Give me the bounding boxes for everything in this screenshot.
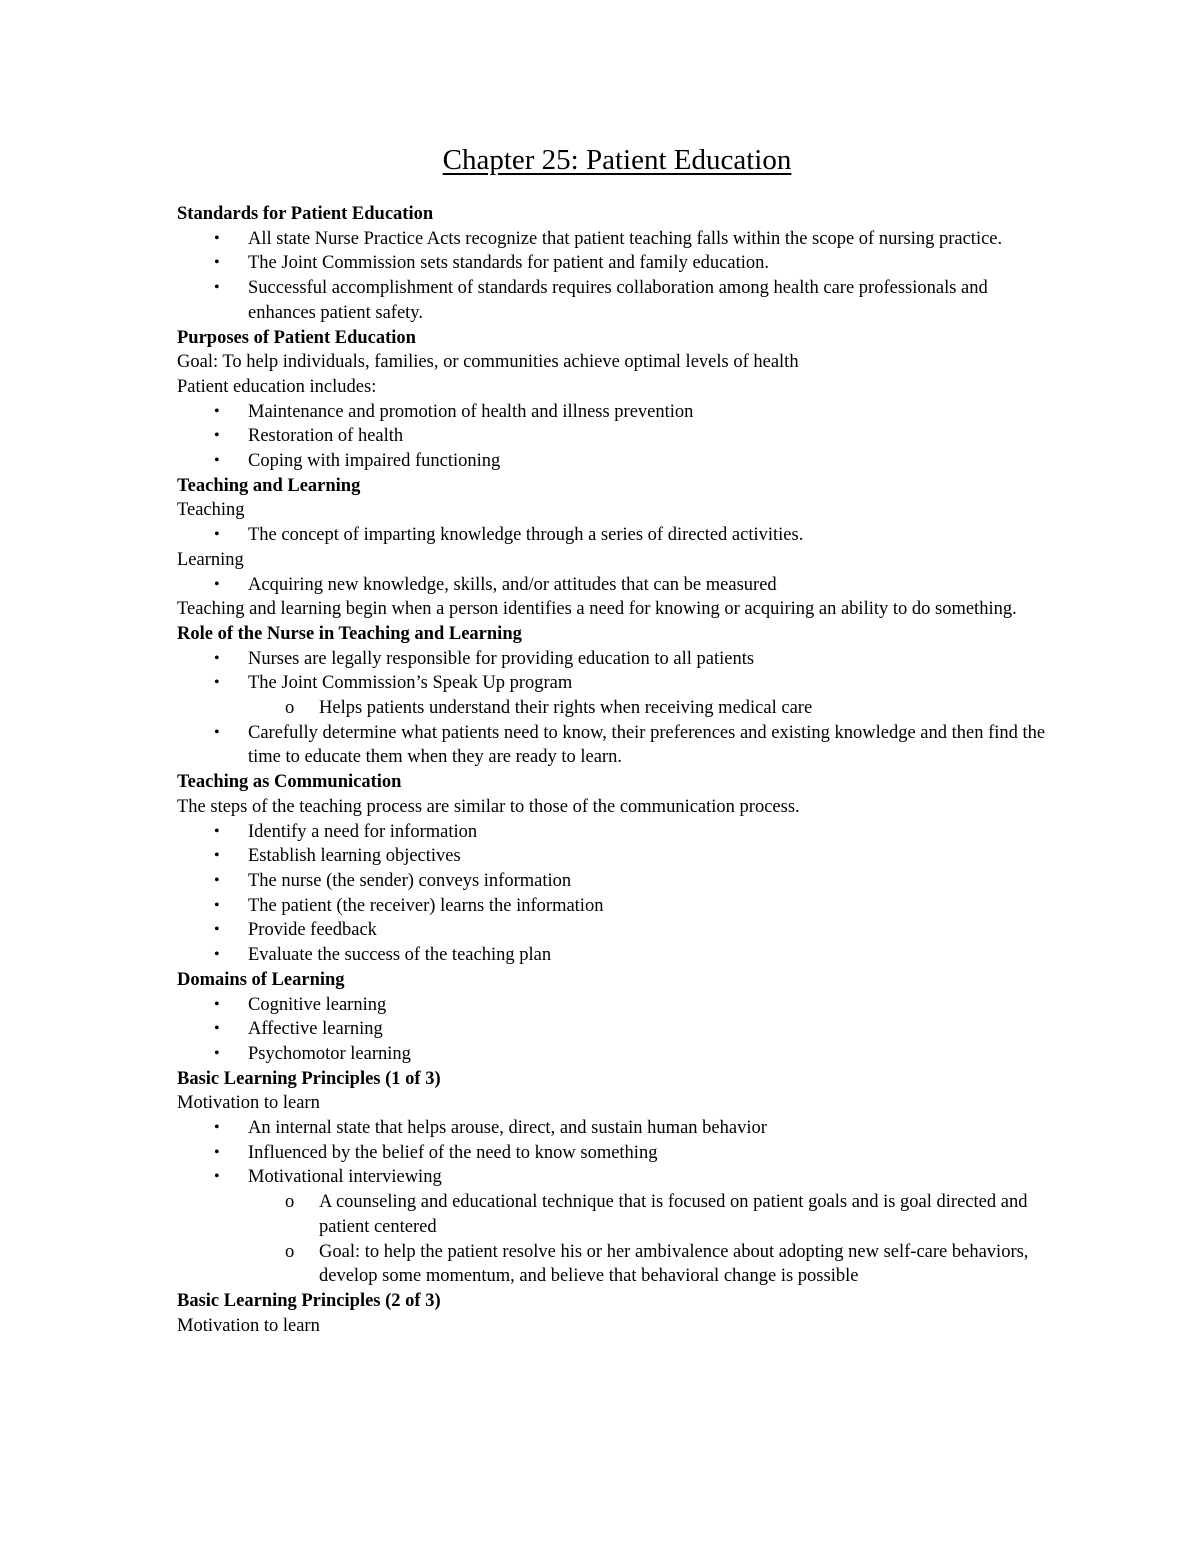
list-item-text: Establish learning objectives bbox=[248, 846, 461, 867]
list-item bbox=[214, 400, 1057, 425]
section-heading-basic-learning-principles-2-of-3: Basic Learning Principles (2 of 3) bbox=[177, 1290, 441, 1311]
bullet-icon: • bbox=[214, 995, 220, 1013]
list-item bbox=[214, 647, 1057, 672]
bullet-icon: • bbox=[214, 822, 220, 840]
sub-list-item bbox=[285, 1240, 1057, 1289]
bullet-icon: • bbox=[214, 229, 220, 247]
list-item bbox=[214, 918, 1057, 943]
section-heading-domains-of-learning: Domains of Learning bbox=[177, 969, 345, 990]
list-item-text: Coping with impaired functioning bbox=[248, 451, 501, 472]
list-item bbox=[214, 276, 1057, 325]
list-item bbox=[214, 1042, 1057, 1067]
bullet-list bbox=[177, 1116, 1057, 1289]
list-item-text: The Joint Commission’s Speak Up program bbox=[248, 673, 573, 694]
list-item bbox=[214, 1141, 1057, 1166]
section-heading-teaching-and-learning: Teaching and Learning bbox=[177, 475, 361, 496]
section-heading-teaching-as-communication: Teaching as Communication bbox=[177, 772, 402, 793]
list-item bbox=[214, 523, 1057, 548]
list-item-text: Cognitive learning bbox=[248, 994, 387, 1015]
bullet-icon: • bbox=[214, 575, 220, 593]
bullet-icon: • bbox=[214, 279, 220, 297]
bullet-icon: • bbox=[214, 847, 220, 865]
sub-list-item-text: Goal: to help the patient resolve his or her ambivalence about adopting new self-care behaviors, develop some momentum, and believe that behavioral change is possible bbox=[319, 1241, 1029, 1287]
bullet-list bbox=[177, 820, 1057, 968]
sub-bullet-icon: o bbox=[285, 1192, 295, 1213]
list-item bbox=[214, 671, 1057, 720]
bullet-icon: • bbox=[214, 1020, 220, 1038]
bullet-icon: • bbox=[214, 402, 220, 420]
bullet-icon: • bbox=[214, 1044, 220, 1062]
list-item-text: Evaluate the success of the teaching plan bbox=[248, 945, 552, 966]
list-item bbox=[214, 993, 1057, 1018]
list-item bbox=[214, 449, 1057, 474]
list-item bbox=[214, 844, 1057, 869]
list-item-text: Restoration of health bbox=[248, 426, 404, 447]
paragraph: The steps of the teaching process are similar to those of the communication process. bbox=[177, 796, 800, 817]
list-item-text: The concept of imparting knowledge through a series of directed activities. bbox=[248, 525, 804, 546]
list-item-text: An internal state that helps arouse, direct, and sustain human behavior bbox=[248, 1118, 767, 1139]
list-item-text: Acquiring new knowledge, skills, and/or attitudes that can be measured bbox=[248, 574, 777, 595]
list-item bbox=[214, 424, 1057, 449]
list-item-text: Maintenance and promotion of health and illness prevention bbox=[248, 401, 694, 422]
sub-bullet-list bbox=[248, 1190, 1057, 1289]
list-item bbox=[214, 820, 1057, 845]
sub-bullet-icon: o bbox=[285, 698, 295, 719]
bullet-list bbox=[177, 573, 1057, 598]
bullet-icon: • bbox=[214, 674, 220, 692]
bullet-icon: • bbox=[214, 1119, 220, 1137]
list-item-text: Carefully determine what patients need to know, their preferences and existing knowledge and then find the time to educate them when they are ready to learn. bbox=[248, 722, 1046, 768]
list-item-text: The patient (the receiver) learns the information bbox=[248, 895, 604, 916]
bullet-icon: • bbox=[214, 723, 220, 741]
paragraph: Learning bbox=[177, 549, 244, 570]
paragraph: Patient education includes: bbox=[177, 376, 377, 397]
list-item-text: Psychomotor learning bbox=[248, 1043, 411, 1064]
bullet-icon: • bbox=[214, 452, 220, 470]
bullet-list bbox=[177, 227, 1057, 326]
list-item-text: Identify a need for information bbox=[248, 821, 478, 842]
list-item bbox=[214, 943, 1057, 968]
bullet-icon: • bbox=[214, 946, 220, 964]
sub-list-item-text: A counseling and educational technique that is focused on patient goals and is goal directed and patient centered bbox=[319, 1192, 1028, 1237]
paragraph: Teaching and learning begin when a person identifies a need for knowing or acquiring an ability to do something. bbox=[177, 599, 1017, 620]
sub-list-item bbox=[285, 696, 1057, 721]
list-item-text: The nurse (the sender) conveys information bbox=[248, 870, 572, 891]
list-item-text: The Joint Commission sets standards for patient and family education. bbox=[248, 253, 769, 274]
bullet-list bbox=[177, 523, 1057, 548]
sub-list-item bbox=[285, 1190, 1057, 1239]
document-body bbox=[177, 202, 1057, 1338]
list-item bbox=[214, 1116, 1057, 1141]
paragraph: Motivation to learn bbox=[177, 1315, 320, 1336]
bullet-list bbox=[177, 400, 1057, 474]
bullet-icon: • bbox=[214, 254, 220, 272]
list-item-text: Nurses are legally responsible for providing education to all patients bbox=[248, 648, 755, 669]
list-item-text: Provide feedback bbox=[248, 920, 377, 941]
paragraph: Motivation to learn bbox=[177, 1093, 320, 1114]
paragraph: Goal: To help individuals, families, or communities achieve optimal levels of health bbox=[177, 352, 799, 373]
bullet-icon: • bbox=[214, 526, 220, 544]
bullet-list bbox=[177, 993, 1057, 1067]
bullet-icon: • bbox=[214, 921, 220, 939]
list-item-text: Successful accomplishment of standards requires collaboration among health care professionals and enhances patient safety. bbox=[248, 278, 988, 323]
sub-bullet-list bbox=[248, 696, 1057, 721]
list-item bbox=[214, 1017, 1057, 1042]
sub-list-item-text: Helps patients understand their rights when receiving medical care bbox=[319, 698, 813, 719]
sub-bullet-icon: o bbox=[285, 1241, 295, 1262]
page-title: Chapter 25: Patient Education bbox=[442, 144, 792, 176]
list-item bbox=[214, 251, 1057, 276]
document-page bbox=[177, 140, 1057, 1338]
bullet-icon: • bbox=[214, 649, 220, 667]
list-item-text: Influenced by the belief of the need to know something bbox=[248, 1142, 658, 1163]
list-item-text: Affective learning bbox=[248, 1019, 383, 1040]
bullet-icon: • bbox=[214, 1168, 220, 1186]
bullet-icon: • bbox=[214, 427, 220, 445]
list-item bbox=[214, 869, 1057, 894]
bullet-list bbox=[177, 647, 1057, 771]
section-heading-role-of-the-nurse-in-teaching-and-learning: Role of the Nurse in Teaching and Learning bbox=[177, 623, 522, 644]
list-item bbox=[214, 894, 1057, 919]
list-item bbox=[214, 1165, 1057, 1289]
section-heading-standards-for-patient-education: Standards for Patient Education bbox=[177, 204, 434, 224]
list-item bbox=[214, 721, 1057, 770]
section-heading-basic-learning-principles-1-of-3: Basic Learning Principles (1 of 3) bbox=[177, 1068, 441, 1089]
list-item bbox=[214, 573, 1057, 598]
paragraph: Teaching bbox=[177, 500, 245, 521]
list-item-text: All state Nurse Practice Acts recognize that patient teaching falls within the scope of nursing practice. bbox=[248, 228, 1003, 249]
bullet-icon: • bbox=[214, 896, 220, 914]
list-item bbox=[214, 227, 1057, 252]
list-item-text: Motivational interviewing bbox=[248, 1167, 442, 1188]
bullet-icon: • bbox=[214, 871, 220, 889]
section-heading-purposes-of-patient-education: Purposes of Patient Education bbox=[177, 327, 416, 348]
bullet-icon: • bbox=[214, 1143, 220, 1161]
